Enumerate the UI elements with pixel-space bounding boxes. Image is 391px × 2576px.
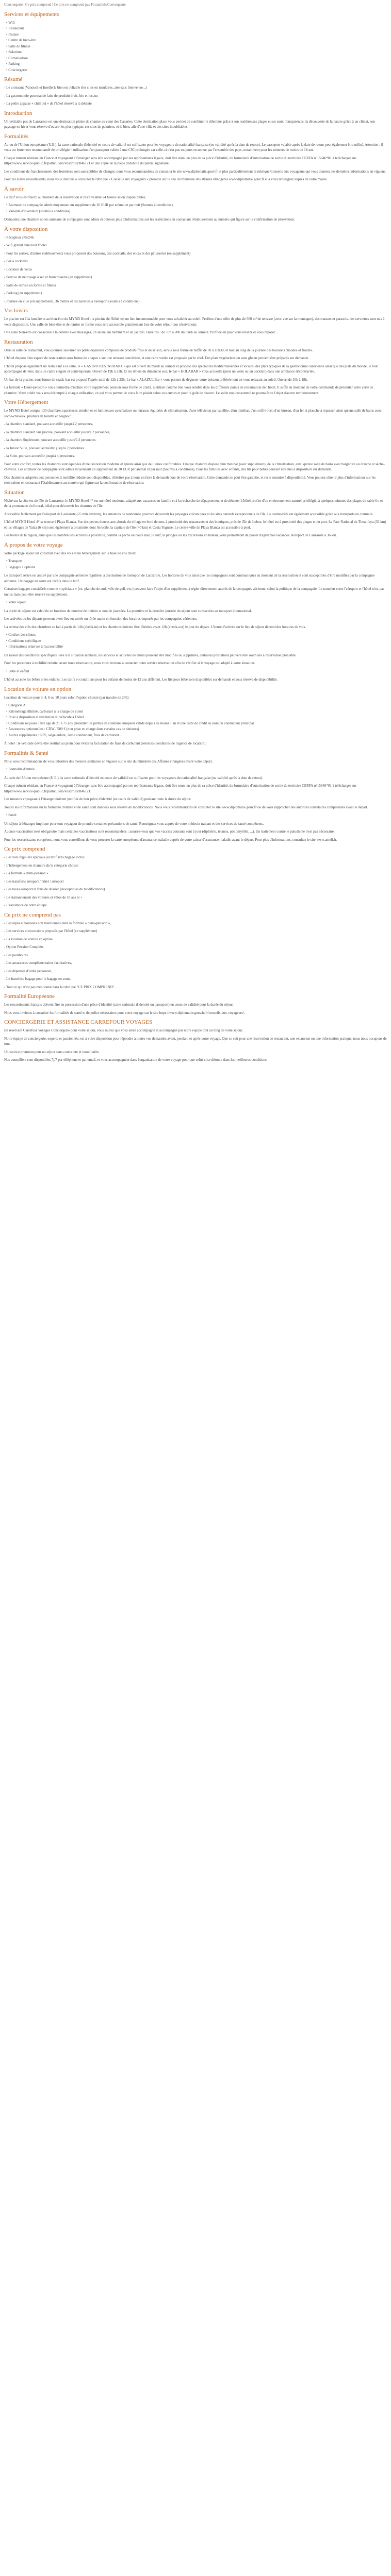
paragraph: Un véritable pas de Lanzarote est une destination pleine de charme au cœur des Canaries. Cette destination place vous permet de combiner le dilemme grâce à son nombreuses plages et ses eaux transparentes, la découverte de la nature grâce à un climat, son paysage en hiver vous réserve d'ouvrir les plus typique, ses sites de palmiers, et le bien, aile d'une villa et des sites inoubliables. (4, 119, 375, 129)
avant-partir-list (4, 202, 387, 214)
paragraph: L'hôtel accepte les bébés et les enfants. Les tarifs et conditions pour les enfants de moins de 12 ans diffèrent. Les lits pour bébé sont disponibles sur demande et sous réserve de disponibilité. (4, 677, 278, 682)
formalites-sante-section (4, 750, 387, 843)
paragraph: Chaque mineur résidant en France et voyageant à l'étranger sans être accompagné par ses représentants légaux, doit être muni en plus de sa pièce d'identité, du formulaire d'autorisation de sortie du territoire CERFA n°15646*01 à télécharger sur https://www.service-public.fr/particuliers/vosdroits/R46121. (4, 784, 356, 793)
paragraph: - Service de nettoyage à sec et blanchisserie (en supplément) (4, 275, 92, 279)
paragraph: L'hôtel MYND Hotel 4* se trouve à Playa Blanca. Sur des pentes douces aux abords du village en bord de mer, à proximité des restaurants et des boutiques, près de l'île de Lobos, le hôtel est à proximité des plages et du port. Le Parc National de Timanfaya (33 km) et les villages de Yaiza (6 km) sont également à proximité, dont Arrecife, la capitale de l'île (40 km) et Costa Teguise. Le centre-ville de Playa Blanca est accessible à pied. (4, 520, 386, 530)
duree-body (4, 608, 387, 630)
location-list (4, 703, 387, 738)
formalite-eu-title: Formalité Européenne (4, 993, 55, 999)
duree-section (4, 600, 387, 683)
disposition-section (4, 226, 387, 304)
paragraph: La remise des clés des chambres se fait à partir de 14h (check-in) et les chambres doivent être libérées avant 12h (check-out) le jour du départ. L'heure d'arrivée sur le lieu de séjour dépend des horaires de vols. (4, 624, 306, 629)
paragraph: Un service premium pour un séjour sans contrainte et inoubliable. (4, 1049, 100, 1054)
list-item: • Bagages + options (6, 565, 387, 570)
resume-section (4, 76, 387, 107)
paragraph: - Location de vélos (4, 267, 32, 272)
ne-comprend-list (4, 921, 387, 990)
service-item: • Salle de fitness (6, 44, 387, 49)
page (0, 0, 391, 1072)
paragraph: En réservant Carrefour Voyages Conciergerie pour votre séjour, vous saurez que vous serez accompagné et accompagné par notre équipe tout au long de votre séjour. (4, 1028, 243, 1032)
situation-section (4, 489, 387, 538)
introduction-body (4, 119, 387, 130)
location-title: Location de voiture en option (4, 686, 72, 692)
propos-body (4, 551, 387, 556)
propos-after (4, 573, 387, 597)
paragraph: Le tarif vous est fourni au moment de la réservation et reste valable 24 heures selon disponibilités. (4, 195, 146, 199)
avant-partir-title: À savoir (4, 185, 24, 192)
service-item: • Centre de bien-être (6, 38, 387, 43)
propos-section (4, 542, 387, 598)
hebergement-after (4, 462, 387, 486)
paragraph: - Les transferts aéroport / hôtel / aéroport (4, 879, 64, 884)
location-body (4, 695, 387, 701)
formalite-eu-section (4, 993, 387, 1015)
formalites-sante-after-2 (4, 821, 387, 843)
paragraph: - La gastronomie gourmande faite de produits frais, bio et locaux (4, 93, 99, 98)
introduction-title: Introduction (4, 110, 32, 116)
disposition-list (4, 235, 387, 304)
paragraph: Chaque mineur résidant en France et voyageant à l'étranger sans être accompagné par ses représentants légaux, doit être muni en plus de sa pièce d'identité, du formulaire d'autorisation de sortie du territoire CERFA n°15646*01 à télécharger sur https://www.service-public.fr/particuliers/vosdroits/R46121 et une copie de la pièce d'identité du parent signataire. (4, 156, 356, 165)
paragraph: Un séjour à l'étranger implique pour tout voyageur de prendre certaines précautions de santé. Renseignez-vous auprès de votre médecin traitant et des services de santé compétents. (4, 821, 264, 826)
paragraph: La durée du séjour est calculée en fonction du nombre de nuitées et non de journées. La première et la dernière journée du séjour sont consacrées au transport international. (4, 608, 252, 613)
paragraph: Aucune vaccination n'est obligatoire mais certaines vaccinations sont recommandées : assurez-vous que vos vaccins courants sont à jour (diphtérie, tétanos, poliomyélite, ...). Un traitement contre le paludisme n'est pas nécessaire. (4, 829, 335, 834)
service-item: • Piscine (6, 32, 387, 38)
paragraph: Nous vous invitons à consulter les formalités de santé et de police nécessaires pour votre voyage sur le site https://www.diplomatie.gouv.fr/fr/conseils-aux-voyageurs/. (4, 1010, 245, 1015)
list-item: • Bébé et enfant (6, 669, 387, 674)
paragraph: Pour votre confort, toutes les chambres sont équipées d'une décoration moderne et épurée ainsi que de literies confortables. Chaque chambre dispose d'un minibar (avec supplément), de la climatisation, ainsi qu'une salle de bains avec baignoire ou douche et sèche-cheveux. Les animaux de compagnie sont admis moyennant un supplément de 20 EUR par animal et par nuit (Soumis à conditions). Pour les familles avec enfants, des lits pour bébés peuvent être mis à disposition sur demande. (4, 462, 385, 471)
paragraph: Au sein de l'Union européenne (U.E.), la carte nationale d'identité en cours de validité est suffisante pour les voyageurs de nationalité française (ou validité après la date de retour). (4, 775, 263, 780)
hebergement-section (4, 399, 387, 486)
formalites-sante-after (4, 775, 387, 810)
list-item: • Autres suppléments : GPS, siège enfant, 2ème conducteur, frais de carburant... (6, 733, 387, 738)
paragraph: - la Suite, pouvant accueillir jusqu'à 4 personnes. (4, 454, 75, 458)
situation-title: Situation (4, 489, 25, 496)
paragraph: L'hôtel dispose d'un espace de restauration sous forme de « tapas » sur une terrasse conviviale, et une carte variée est proposée par le chef. Des plats végétariens ou sans gluten peuvent être préparés sur demande. (4, 356, 309, 360)
paragraph: - L'hébergement en chambre de la catégorie choisie (4, 863, 78, 868)
paragraph: Les arrivées ou les départs peuvent avoir lieu en soirée ou tôt le matin en fonction des horaires imposés par les compagnies aériennes. (4, 617, 198, 621)
paragraph: - la chambre standard, pouvant accueillir jusqu'à 2 personnes, (4, 422, 93, 426)
paragraph: Des chambres adaptées aux personnes à mobilité réduite sont disponibles, n'hésitez pas à nous en faire la demande lors de votre réservation. Cette demande ne peut être garantie, et reste soumise à disponibilité. Vous pouvez obtenir plus d'informations sur les restrictions en contactant l'établissement au numéro qui figure sur la confirmation de réservation. (4, 475, 376, 485)
services-section (4, 11, 387, 73)
service-item: • Solarium (6, 49, 387, 55)
duree-after-2 (4, 677, 387, 683)
disposition-title: À votre disposition (4, 226, 48, 232)
conciergerie-title: CONCIERGERIE ET ASSISTANCE CARREFOUR VOYAGES (4, 1019, 153, 1025)
breadcrumb[interactable]: Conciergerie | Ce prix comprend | Ce prix ne comprend pas Formalités/Convergente (4, 3, 126, 7)
paragraph: Toutes les informations sur la formalité d'entrée et de santé sont données sous réserve de modifications. Nous vous recommandons de consulter le site www.diplomatie.gouv.fr ou de vous rapprocher des autorités consulaires compétentes avant le départ. (4, 805, 368, 809)
formalites-title: Formalités (4, 133, 29, 140)
loisirs-section (4, 308, 387, 335)
formalites-section (4, 133, 387, 182)
paragraph: - la chambre Supérieure, pouvant accueillir jusqu'à 3 personnes. (4, 438, 96, 442)
paragraph: Votre package séjour est construit avec des vols et un hébergement sur la base de vos choix. (4, 551, 137, 555)
paragraph: Une zone bien-être est consacrée à la détente avec massages, un sauna, un hammam et un jacuzzi. Horaires : de 10h à 20h du lundi au samedi. Profitez-en pour vous relaxer et vous reposer... (4, 330, 278, 334)
paragraph: Location de voiture pour 3, 4, 6 ou 10 jours selon l'option choisie (par tranche de 24h) (4, 695, 129, 700)
list-item: • Santé (6, 812, 387, 818)
paragraph: Le MYND Hotel compte 130 chambres spacieuses, modernes et lumineuses avec balcon ou terrasse, équipées de climatisation, d'une télévision par satellite, d'un minibar, d'un coffre-fort, d'un bureau, d'un fer et planche à repasser, ainsi qu'une salle de bains avec sèche-cheveux, produits de toilette et peignoir. (4, 409, 382, 418)
formalites-sante-title: Formalités & Santé (4, 750, 48, 756)
formalites-body (4, 142, 387, 182)
paragraph: - Salle de remise en forme et fitness (4, 283, 56, 287)
paragraph: Les hôtels de la région, ainsi que les nombreuses activités à proximité, comme la pêche en haute mer, le surf, la plongée ou les excursions en bateau, vous permettront de passer d'agréables vacances. Aéroport de Lanzarote à 36 km. (4, 533, 337, 537)
paragraph: À noter : le véhicule devra être restitué au plein pour éviter la facturation de frais de carburant (selon les conditions de l'agence de location). (4, 741, 207, 745)
paragraph: En raison des conditions spécifiques liées à la situation sanitaire, les services et activités de l'hôtel peuvent être modifiés ou supprimés, certaines prestations peuvent être soumises à réservation préalable. (4, 653, 297, 657)
formalites-sante-list-2 (4, 812, 387, 818)
paragraph: Pour les autres ressortissants, nous vous invitons à consulter le rubrique « Conseils aux voyageurs » présente sur le site du ministère des affaires étrangères www.diplomatie.gouv.fr et à vous renseigner auprès de votre mairie. (4, 177, 328, 181)
list-item: • Kilométrage illimité, carburant à la charge du client (6, 709, 387, 715)
paragraph: - la chambre standard vue piscine, pouvant accueillir jusqu'à 2 personnes, (4, 430, 110, 434)
paragraph: Les mineurs voyageant à l'étranger doivent justifier de leur pièce d'identité (en cours de validité) pendant toute la durée du séjour. (4, 797, 191, 801)
paragraph: Certaines bagages considérés comme « spéciaux » (ex. planche de surf, vélo de golf, etc.) peuvent faire l'objet d'un supplément à régler directement auprès de la compagnie aérienne, selon la politique de la compagnie. Le transfert entre l'aéroport et l'hôtel n'est pas inclus mais peut être réservé en supplément. (4, 587, 384, 597)
comprend-list (4, 855, 387, 908)
comprend-title: Ce prix comprend (4, 846, 45, 852)
list-item: • Catégorie A (6, 703, 387, 708)
list-item: • Assurances optionnelles : CDW / 500 € (non prise en charge dans certains cas de sinistres) (6, 726, 387, 732)
list-item: • Votre séjour (6, 600, 387, 605)
paragraph: Pour les ressortissants européens, nous vous conseillons de vous procurer la carte européenne d'assurance maladie auprès de votre caisse d'assurance maladie avant le départ. Pour plus d'informations, consultez le site www.ameli.fr. (4, 837, 337, 842)
list-item: • Variante d'inventaire (soumis à conditions). (6, 209, 387, 214)
paragraph: Nous vous recommandons de vous informer des mesures sanitaires en vigueur sur le site du ministère des Affaires étrangères avant votre départ. (4, 759, 213, 764)
paragraph: Notre équipe de conciergerie, experte et passionnée, est à votre disposition pour répondre à toutes vos demandes avant, pendant et après votre voyage. Que ce soit pour une réservation de restaurant, une excursion ou une information pratique, nous nous occupons de tout. (4, 1036, 387, 1046)
paragraph: Le piscine est à la lumière et au bien-être du MYND Hotel : la piscine de l'hôtel est un lieu incontournable pour vous rafraîchir au soleil. Profitez d'une offre de plus de 500 m² de terrasse (avec vue sur la montagne), des transats et parasols, des serviettes sont mis à votre disposition. Une salle de bien-être et de remise en forme vous sera accessible gratuitement lors de votre séjour (sur réservation). (4, 317, 385, 327)
restauration-body (4, 348, 387, 396)
paragraph: - Les services et excursions proposés par l'hôtel (en supplément) (4, 929, 97, 933)
duree-after (4, 653, 387, 666)
resume-body (4, 85, 387, 107)
paragraph: Le transport aérien est assuré par une compagnie aérienne régulière, à destination de l'aéroport de Lanzarote. Les horaires de vols ainsi que les compagnies sont communiqués au moment de la réservation et sont susceptibles d'être modifiés par la compagnie aérienne. Un bagage en soute est inclus dans le tarif. (4, 573, 375, 583)
paragraph: - la Junior Suite, pouvant accueillir jusqu'à 2 personnes (4, 446, 84, 450)
list-item: • Conditions spécifiques (6, 638, 387, 644)
duree-list-3 (4, 669, 387, 674)
paragraph: Niché sur la côte est de l'île de Lanzarote, le MYND Hotel 4* est un hôtel moderne, adapté aux vacances en famille et à la recherche de dépaysement et de détente. L'hôtel profite d'un environnement naturel privilégié, à quelques minutes des plages de sable fin et de la promenade du littoral, idéal pour découvrir les charmes de l'île. (4, 498, 383, 508)
paragraph: - Les dépenses d'ordre personnel, (4, 969, 53, 973)
hebergement-body (4, 408, 387, 419)
ne-comprend-section (4, 912, 387, 990)
services-list (4, 20, 387, 73)
hebergement-title: Votre Hébergement (4, 399, 48, 405)
conciergerie-section (4, 1019, 387, 1063)
formalites-sante-list (4, 767, 387, 772)
paragraph: Dans la salle de restaurant, vous pourrez savourer les petits déjeuners composés de produits frais et de saison, servis sous forme de buffet de 7h à 10h30, et tout au long de la journée des boissons chaudes et froides. (4, 348, 313, 352)
paragraph: - Réception 24h/24h (4, 235, 34, 240)
propos-title: À propos de votre voyage (4, 541, 63, 548)
paragraph: Au vu de l'Union européenne (U.E.), la carte nationale d'identité en cours de validité est suffisante pour les voyageurs de nationalité française (ou validité après la date de retour). Le passeport valable après la date de retour peut également être utilisé. Attention : il vous est fortement recommandé de privilégier l'utilisation d'un passeport valide à une CNI prolongée car celle-ci n'est pas toujours reconnue par l'ensemble des pays, notamment pour les mineurs de moins de 18 ans. (4, 142, 383, 152)
paragraph: - Les repas et boissons non mentionnés dans la formule « demi-pension », (4, 921, 111, 925)
location-after (4, 741, 387, 747)
paragraph: - Les taxes aéroport et frais de dossier (susceptibles de modifications) (4, 887, 105, 891)
paragraph: - La location de voiture en option, (4, 937, 54, 941)
loisirs-title: Vos loisirs (4, 308, 28, 314)
paragraph: - Pour les sorties, d'autres établissements vous proposent des boissons, des cocktails, des encas et des pâtisseries (en supplément) (4, 251, 191, 256)
avant-partir-section (4, 186, 387, 223)
propos-list (4, 558, 387, 570)
paragraph: Les conditions de franchissement des frontières sont susceptibles de changer, nous vous recommandons de consulter le site www.diplomatie.gouv.fr et plus particulièrement la rubrique Conseils aux voyageurs qui vous donnera les dernières informations en vigueur. (4, 169, 386, 174)
formalites-sante-body (4, 759, 387, 765)
restauration-title: Restauration (4, 338, 33, 345)
paragraph: - Option Pension Complète (4, 945, 44, 949)
list-item: • Conditions requises : être âgé de 21 à 75 ans, présenter un permis de conduire européen valide depuis au moins 1 an et une carte de crédit au nom du conducteur principal. (6, 721, 387, 726)
list-item: • Formalité d'entrée (6, 767, 387, 772)
list-item: • Prise à disposition et restitution du véhicule à l'hôtel (6, 715, 387, 720)
paragraph: - Tout ce qui n'est pas mentionné dans la rubrique "CE PRIX COMPREND". (4, 985, 116, 989)
service-item: • Climatisation (6, 56, 387, 61)
paragraph: Les ressortissants français doivent être en possession d'une pièce d'identité (carte nationale d'identité ou passeport) en cours de validité pour la durée du séjour. (4, 1003, 234, 1007)
location-section (4, 686, 387, 747)
paragraph: - Journée en ville (en supplément), 36 mètres et les navettes à l'aéroport (soumis à conditions). (4, 299, 141, 303)
paragraph: - Le stationnement des voitures et vélos de 18 ans et + (4, 895, 83, 900)
list-item: • Informations relatives à l'accessibilité (6, 644, 387, 650)
list-item: • Transport (6, 558, 387, 564)
paragraph: La formule « Demi-pension » vous permettra d'inclure votre supplément pension sous forme de crédit, à utiliser comme bon vous semble dans les différents points de restauration de l'hôtel. Il suffit au moment de votre commande de présenter votre carte de chambre. Votre crédit vous sera décompté à chaque utilisation, ce qui vous permet de vous faire plaisir selon vos envies et pour le goût de chacun. Le solde non consommé ne pourra faire l'objet d'aucun remboursement. (4, 385, 373, 395)
service-item: • Wifi (6, 20, 387, 26)
situation-body (4, 498, 387, 538)
paragraph: - Les assurances complémentaires facultatives, (4, 961, 72, 965)
loisirs-body (4, 316, 387, 335)
duree-list-2 (4, 632, 387, 650)
resume-title: Résumé (4, 76, 23, 82)
paragraph: - Le franchise bagage pour le bagage en soute, (4, 977, 72, 981)
paragraph: Pour les personnes à mobilité réduite, avant toute réservation, nous vous invitons à contacter notre service réservation afin de vérifier si le voyage est adapté à votre situation. (4, 661, 255, 665)
paragraph: - Les pourboires (4, 953, 28, 957)
paragraph: - Parking (en supplément) (4, 291, 42, 295)
paragraph: Accessible facilement par l'aéroport de Lanzarote (25 min environ), les amateurs de randonnée pourront découvrir les paysages volcaniques et les sites naturels exceptionnels de l'île. Le centre-ville est également accessible grâce aux transports en commun. (4, 512, 373, 516)
paragraph: Nos conseillers sont disponibles 7j/7 par téléphone et par email, et vous accompagnent dans l'organisation de votre voyage pour que celui-ci se déroule dans les meilleures conditions. (4, 1058, 268, 1062)
introduction-section (4, 110, 387, 130)
paragraph: - Les vols réguliers spéciaux au tarif sans bagage inclus (4, 855, 85, 859)
paragraph: - Le croissant (Vanouch et Insellerie bien est reliable (les sites en insulaires, ateneauc bienvenue...) (4, 86, 147, 90)
service-item: • Parking (6, 61, 387, 67)
paragraph: - L'assistance de notre équipe. (4, 903, 48, 907)
duree-list (4, 600, 387, 605)
formalite-eu-body (4, 1002, 387, 1015)
service-item: • Conciergerie (6, 67, 387, 73)
avant-partir-body (4, 195, 387, 200)
comprend-section (4, 846, 387, 908)
list-item: • Animaux de compagnie admis moyennant un supplément de 20 EUR par animal et par nuit (Soumis à conditions). (6, 202, 387, 208)
service-item: • Restaurant (6, 26, 387, 31)
conciergerie-body (4, 1028, 387, 1063)
paragraph: - La petite appaise « chill out » de l'hôtel réservé à la détente. (4, 101, 93, 106)
hebergement-room-list (4, 421, 387, 459)
services-title: Services et équipements (4, 11, 59, 18)
paragraph: Un bar de la piscine, sous forme de snack-bar est proposé l'après-midi de 12h à 23h. Le bar « ALAZUL Bar » vous permet de déguster votre boisson préférée tout en vous relaxant au soleil. Ouvert de 10h à 18h. (4, 377, 308, 382)
restauration-section (4, 339, 387, 396)
paragraph: L'hôtel propose également un restaurant à la carte, le « GASTRO RESTAURANT » qui est ouvert du mardi au samedi et propose des spécialités méditerranéennes et locales, des plats typiques de la gastronomie canarienne ainsi que des plats du monde, le tout accompagné de vins, dans un cadre élégant et contemporain. Ouvert de 19h à 23h. Et les dîners du dimanche soir, le bar « HOLABAR » vous accueille (pour un verre ou un cocktail) dans une ambiance décontractée. (4, 364, 378, 374)
ne-comprend-title: Ce prix ne comprend pas (4, 911, 61, 918)
paragraph: - Wifi gratuit dans tout l'hôtel (4, 243, 47, 247)
paragraph: - Bar à cocktails (4, 259, 28, 263)
paragraph: - La formule « demi-pension » (4, 871, 48, 875)
list-item: • Confort des clients (6, 632, 387, 638)
avant-partir-after: Demandez une chambre où les animaux de compagnie sont admis et obtenez plus d'informations sur les restrictions en contactant l'établissement au numéro qui figure sur la confirmation de réservation. (4, 217, 295, 222)
